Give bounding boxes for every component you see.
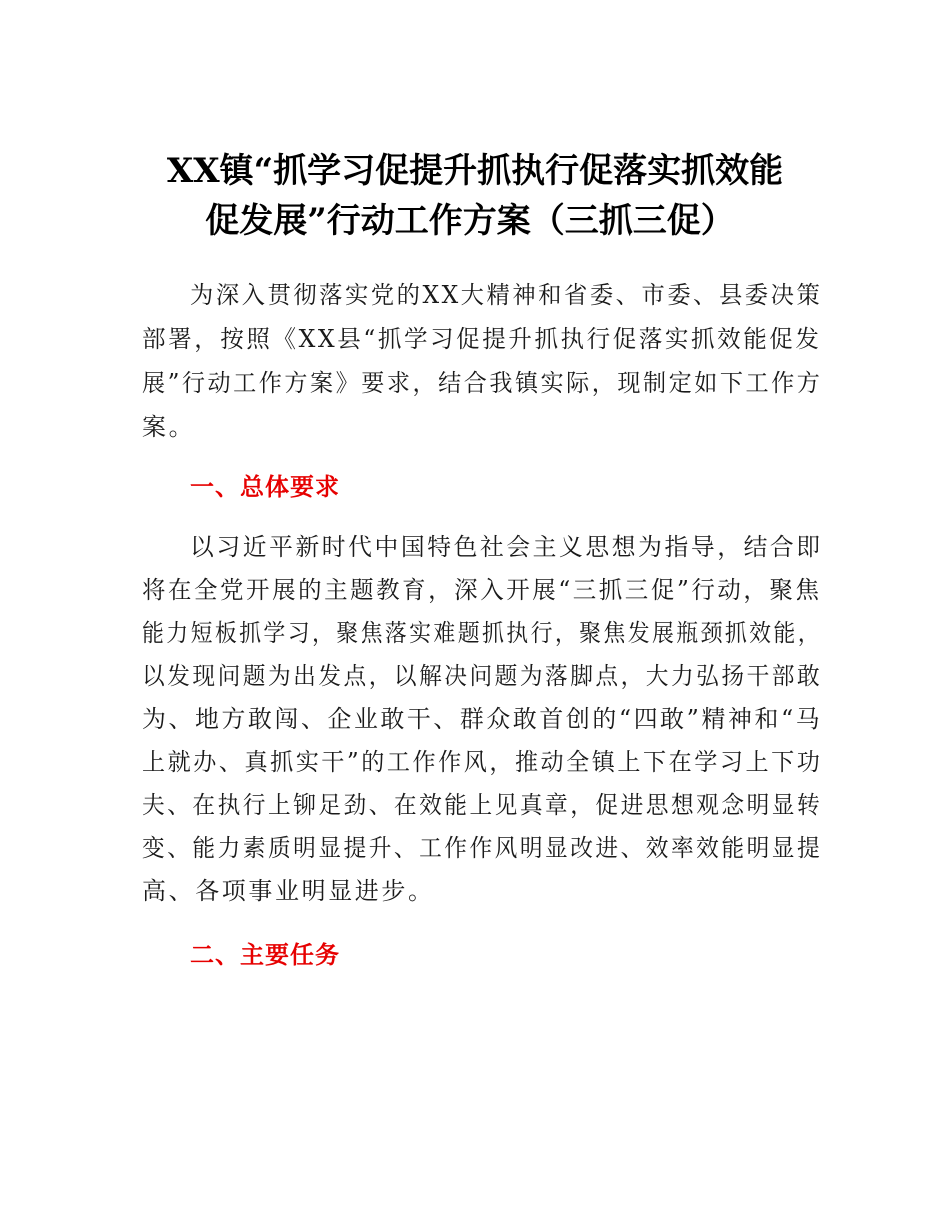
paragraph-line: 夫、在执行上铆足劲、在效能上见真章，促进思想观念明显转 xyxy=(142,791,823,819)
paragraph-line: 以发现问题为出发点，以解决问题为落脚点，大力弘扬干部敢 xyxy=(142,662,823,690)
paragraph-line: 高、各项事业明显进步。 xyxy=(142,877,435,905)
paragraph-line: 展”行动工作方案》要求，结合我镇实际，现制定如下工作方 xyxy=(142,369,823,397)
paragraph-line: 部署，按照《XX县“抓学习促提升抓执行促落实抓效能促发 xyxy=(142,325,822,353)
paragraph-line: 为深入贯彻落实党的XX大精神和省委、市委、县委决策 xyxy=(190,281,823,309)
paragraph-line: 变、能力素质明显提升、工作作风明显改进、效率效能明显提 xyxy=(142,834,823,862)
paragraph-line: 将在全党开展的主题教育，深入开展“三抓三促”行动，聚焦 xyxy=(142,576,822,604)
section-heading-general-requirements: 一、总体要求 xyxy=(190,473,340,501)
document-title-line-1: XX镇“抓学习促提升抓执行促落实抓效能 xyxy=(166,151,784,191)
paragraph-line: 上就办、真抓实干”的工作作风，推动全镇上下在学习上下功 xyxy=(142,748,823,776)
paragraph-line: 案。 xyxy=(142,413,196,441)
document-title-line-2: 促发展”行动工作方案（三抓三促） xyxy=(205,201,735,241)
section-heading-main-tasks: 二、主要任务 xyxy=(190,941,340,969)
paragraph-line: 以习近平新时代中国特色社会主义思想为指导，结合即 xyxy=(190,533,823,561)
paragraph-line: 为、地方敢闯、企业敢干、群众敢首创的“四敢”精神和“马 xyxy=(142,705,823,733)
paragraph-line: 能力短板抓学习，聚焦落实难题抓执行，聚焦发展瓶颈抓效能， xyxy=(142,619,823,647)
